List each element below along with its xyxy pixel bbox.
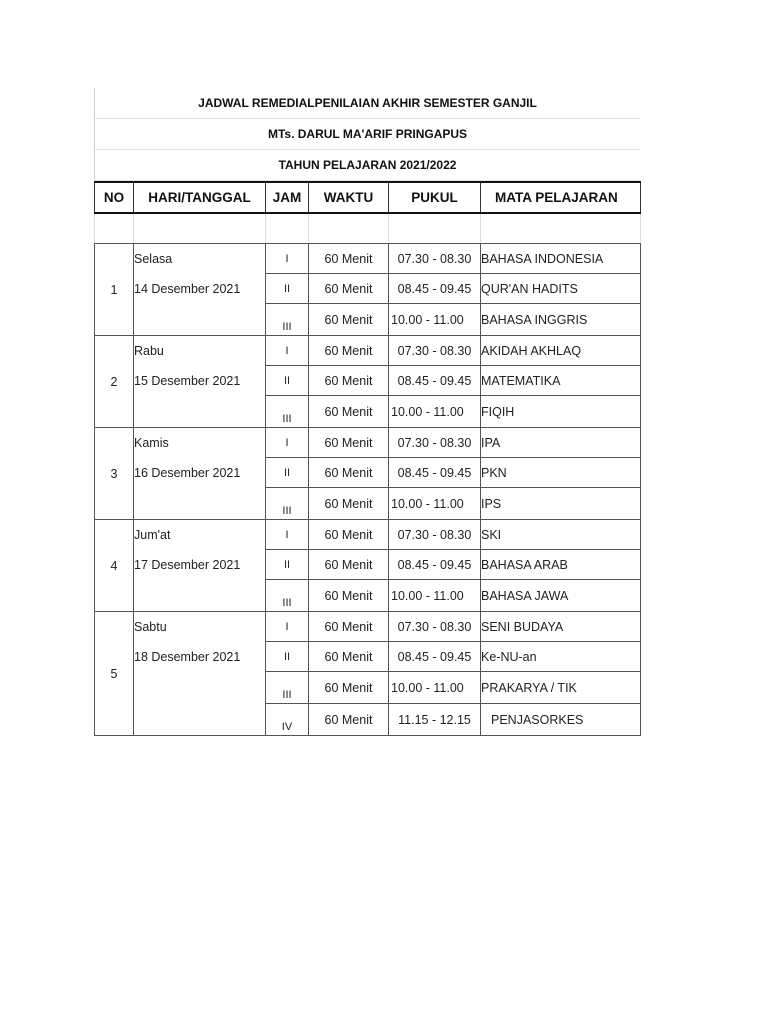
session-time: 10.00 - 11.00 <box>389 488 481 520</box>
table-row <box>95 520 641 550</box>
table-row <box>95 366 641 396</box>
col-header-mapel: MATA PELAJARAN <box>481 182 641 213</box>
day-blank <box>134 672 266 704</box>
session-duration: 60 Menit <box>309 366 389 396</box>
session-time: 07.30 - 08.30 <box>389 336 481 366</box>
day-name: Sabtu <box>134 612 266 642</box>
session-time: 07.30 - 08.30 <box>389 612 481 642</box>
table-row <box>95 612 641 642</box>
session-subject: SENI BUDAYA <box>481 612 641 642</box>
table-row <box>95 642 641 672</box>
session-jam: III <box>266 304 309 336</box>
day-number: 2 <box>95 336 134 428</box>
session-time: 10.00 - 11.00 <box>389 304 481 336</box>
session-time: 07.30 - 08.30 <box>389 428 481 458</box>
session-subject: IPA <box>481 428 641 458</box>
session-time: 08.45 - 09.45 <box>389 458 481 488</box>
session-time: 08.45 - 09.45 <box>389 274 481 304</box>
day-date: 15 Desember 2021 <box>134 366 266 396</box>
col-header-no: NO <box>95 182 134 213</box>
session-subject: MATEMATIKA <box>481 366 641 396</box>
session-duration: 60 Menit <box>309 520 389 550</box>
session-duration: 60 Menit <box>309 672 389 704</box>
session-jam: II <box>266 274 309 304</box>
session-jam: I <box>266 612 309 642</box>
schedule-sheet <box>94 88 640 736</box>
session-duration: 60 Menit <box>309 304 389 336</box>
session-duration: 60 Menit <box>309 704 389 736</box>
session-subject: SKI <box>481 520 641 550</box>
table-row <box>95 428 641 458</box>
session-subject: BAHASA INGGRIS <box>481 304 641 336</box>
session-jam: III <box>266 488 309 520</box>
session-time: 10.00 - 11.00 <box>389 396 481 428</box>
col-header-hari: HARI/TANGGAL <box>134 182 266 213</box>
session-duration: 60 Menit <box>309 580 389 612</box>
session-jam: II <box>266 642 309 672</box>
session-jam: II <box>266 458 309 488</box>
session-time: 10.00 - 11.00 <box>389 672 481 704</box>
blank-row <box>95 213 641 244</box>
session-subject: QUR'AN HADITS <box>481 274 641 304</box>
session-time: 11.15 - 12.15 <box>389 704 481 736</box>
session-subject: AKIDAH AKHLAQ <box>481 336 641 366</box>
schedule-table <box>94 181 641 736</box>
session-time: 07.30 - 08.30 <box>389 244 481 274</box>
session-duration: 60 Menit <box>309 458 389 488</box>
session-jam: II <box>266 366 309 396</box>
session-jam: III <box>266 580 309 612</box>
session-jam: III <box>266 672 309 704</box>
col-header-jam: JAM <box>266 182 309 213</box>
academic-year: TAHUN PELAJARAN 2021/2022 <box>94 150 640 181</box>
session-jam: III <box>266 396 309 428</box>
day-blank <box>134 580 266 612</box>
session-time: 07.30 - 08.30 <box>389 520 481 550</box>
session-subject: PRAKARYA / TIK <box>481 672 641 704</box>
session-time: 08.45 - 09.45 <box>389 366 481 396</box>
table-row <box>95 580 641 612</box>
day-name: Rabu <box>134 336 266 366</box>
table-row <box>95 458 641 488</box>
session-subject: Ke-NU-an <box>481 642 641 672</box>
session-duration: 60 Menit <box>309 274 389 304</box>
table-row <box>95 304 641 336</box>
document-title: JADWAL REMEDIALPENILAIAN AKHIR SEMESTER GANJIL <box>94 88 640 119</box>
session-subject: PENJASORKES <box>481 704 641 736</box>
day-name: Jum'at <box>134 520 266 550</box>
session-jam: I <box>266 428 309 458</box>
session-subject: FIQIH <box>481 396 641 428</box>
day-date: 17 Desember 2021 <box>134 550 266 580</box>
session-duration: 60 Menit <box>309 396 389 428</box>
session-duration: 60 Menit <box>309 550 389 580</box>
session-duration: 60 Menit <box>309 642 389 672</box>
session-jam: II <box>266 550 309 580</box>
table-row <box>95 336 641 366</box>
session-time: 08.45 - 09.45 <box>389 642 481 672</box>
table-row <box>95 396 641 428</box>
session-jam: I <box>266 520 309 550</box>
session-duration: 60 Menit <box>309 244 389 274</box>
day-blank <box>134 704 266 736</box>
col-header-pukul: PUKUL <box>389 182 481 213</box>
session-subject: BAHASA ARAB <box>481 550 641 580</box>
session-jam: IV <box>266 704 309 736</box>
session-subject: IPS <box>481 488 641 520</box>
col-header-waktu: WAKTU <box>309 182 389 213</box>
day-blank <box>134 304 266 336</box>
session-duration: 60 Menit <box>309 612 389 642</box>
day-number: 4 <box>95 520 134 612</box>
session-time: 10.00 - 11.00 <box>389 580 481 612</box>
table-header <box>95 182 641 213</box>
session-subject: PKN <box>481 458 641 488</box>
day-number: 1 <box>95 244 134 336</box>
schedule-body <box>95 244 641 736</box>
table-row <box>95 550 641 580</box>
table-row <box>95 274 641 304</box>
day-date: 18 Desember 2021 <box>134 642 266 672</box>
session-duration: 60 Menit <box>309 488 389 520</box>
day-date: 16 Desember 2021 <box>134 458 266 488</box>
session-duration: 60 Menit <box>309 428 389 458</box>
day-blank <box>134 488 266 520</box>
day-number: 5 <box>95 612 134 736</box>
session-jam: I <box>266 336 309 366</box>
session-time: 08.45 - 09.45 <box>389 550 481 580</box>
session-subject: BAHASA JAWA <box>481 580 641 612</box>
school-name: MTs. DARUL MA'ARIF PRINGAPUS <box>94 119 640 150</box>
table-row <box>95 672 641 704</box>
table-row <box>95 704 641 736</box>
day-date: 14 Desember 2021 <box>134 274 266 304</box>
day-name: Kamis <box>134 428 266 458</box>
session-jam: I <box>266 244 309 274</box>
session-duration: 60 Menit <box>309 336 389 366</box>
day-blank <box>134 396 266 428</box>
table-row <box>95 488 641 520</box>
day-name: Selasa <box>134 244 266 274</box>
table-row <box>95 244 641 274</box>
day-number: 3 <box>95 428 134 520</box>
session-subject: BAHASA INDONESIA <box>481 244 641 274</box>
